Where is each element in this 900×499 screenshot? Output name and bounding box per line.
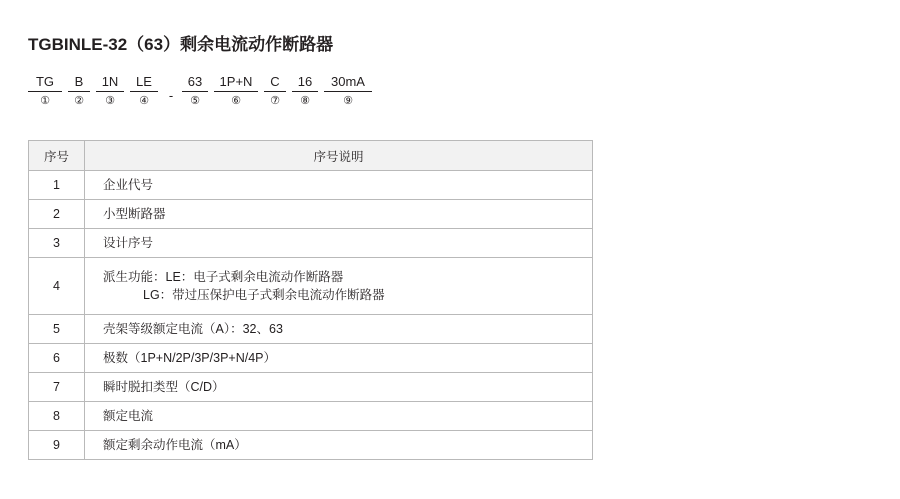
- code-segment-underline: [292, 91, 318, 92]
- cell-no: 7: [29, 373, 85, 402]
- code-segment-text: -: [168, 88, 174, 103]
- code-segment-index: ②: [74, 95, 84, 107]
- table-row: [29, 258, 593, 315]
- cell-no: 9: [29, 431, 85, 460]
- table-header-row: [29, 141, 593, 171]
- cell-desc: 瞬时脱扣类型（C/D）: [85, 373, 593, 402]
- column-header-desc: 序号说明: [85, 141, 593, 171]
- cell-desc: 额定电流: [85, 402, 593, 431]
- cell-desc: 设计序号: [85, 229, 593, 258]
- code-segment-1: [28, 74, 62, 109]
- code-segment-text: 1N: [101, 74, 119, 89]
- cell-desc-line1: 派生功能：LE：电子式剩余电流动作断路器: [103, 270, 344, 284]
- page-title: TGBINLE-32（63）剩余电流动作断路器: [28, 35, 334, 54]
- code-segment-8: [292, 74, 318, 109]
- cell-desc: 壳架等级额定电流（A）：32、63: [85, 315, 593, 344]
- cell-desc: 企业代号: [85, 171, 593, 200]
- table-row: [29, 200, 593, 229]
- cell-no: 2: [29, 200, 85, 229]
- code-segment-index: ⑨: [343, 95, 353, 107]
- code-segment-index: ⑤: [190, 95, 200, 107]
- cell-no: 1: [29, 171, 85, 200]
- code-segment-index: ⑥: [231, 95, 241, 107]
- code-separator-dash: [164, 88, 178, 109]
- code-segment-4: [130, 74, 158, 109]
- code-segment-text: LE: [136, 74, 152, 89]
- code-segment-underline: [96, 91, 124, 92]
- code-segment-2: [68, 74, 90, 109]
- code-segment-underline: [68, 91, 90, 92]
- code-segment-underline: [324, 91, 372, 92]
- model-code-breakdown: [28, 74, 378, 109]
- column-header-no: 序号: [29, 141, 85, 171]
- code-segment-text: 30mA: [331, 74, 365, 89]
- cell-desc: 极数（1P+N/2P/3P/3P+N/4P）: [85, 344, 593, 373]
- code-segment-index: ⑦: [270, 95, 280, 107]
- table-row: [29, 344, 593, 373]
- code-segment-index: ④: [139, 95, 149, 107]
- code-segment-underline: [164, 106, 178, 107]
- table-row: [29, 171, 593, 200]
- code-segment-text: 1P+N: [219, 74, 253, 89]
- code-segment-text: TG: [35, 74, 55, 89]
- code-segment-index: ③: [105, 95, 115, 107]
- cell-desc-multi: [85, 258, 593, 315]
- code-segment-text: 63: [187, 74, 203, 89]
- code-segment-index: ①: [40, 95, 50, 107]
- code-segment-text: C: [270, 74, 280, 89]
- cell-desc-line2: LG：带过压保护电子式剩余电流动作断路器: [143, 288, 385, 302]
- cell-no: 6: [29, 344, 85, 373]
- cell-desc: 小型断路器: [85, 200, 593, 229]
- code-segment-index: ⑧: [300, 95, 310, 107]
- table-row: [29, 431, 593, 460]
- code-segment-text: B: [74, 74, 84, 89]
- code-segment-underline: [214, 91, 258, 92]
- cell-no: 5: [29, 315, 85, 344]
- table-row: [29, 402, 593, 431]
- code-segment-underline: [182, 91, 208, 92]
- code-description-table: [28, 140, 593, 460]
- code-segment-underline: [28, 91, 62, 92]
- cell-no: 4: [29, 258, 85, 315]
- code-segment-6: [214, 74, 258, 109]
- code-segment-3: [96, 74, 124, 109]
- code-segment-7: [264, 74, 286, 109]
- table-row: [29, 373, 593, 402]
- cell-no: 8: [29, 402, 85, 431]
- code-segment-5: [182, 74, 208, 109]
- code-segment-underline: [130, 91, 158, 92]
- code-segment-text: 16: [297, 74, 313, 89]
- cell-no: 3: [29, 229, 85, 258]
- table-row: [29, 229, 593, 258]
- table-row: [29, 315, 593, 344]
- cell-desc: 额定剩余动作电流（mA）: [85, 431, 593, 460]
- code-segment-underline: [264, 91, 286, 92]
- code-segment-9: [324, 74, 372, 109]
